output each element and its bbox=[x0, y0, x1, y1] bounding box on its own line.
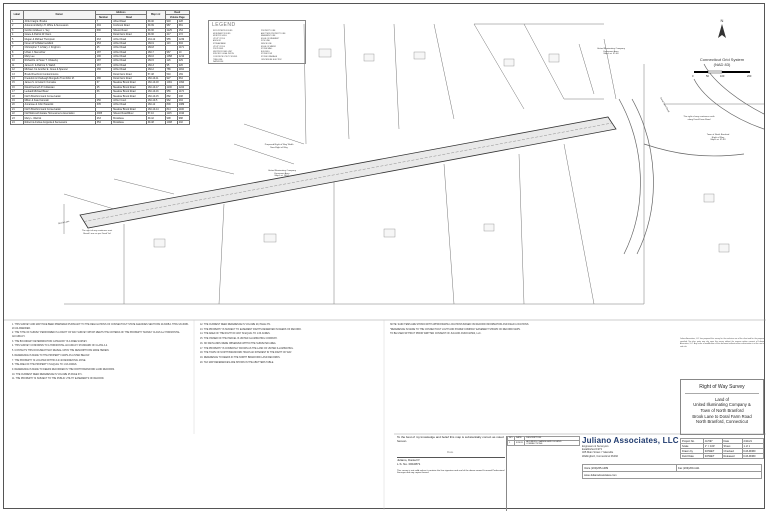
label-doral-farm-road: Doral Farm Road bbox=[659, 97, 670, 113]
table-cell: 1172 bbox=[177, 90, 189, 94]
table-cell: 604 bbox=[177, 41, 189, 45]
table-cell: 166 bbox=[95, 68, 111, 72]
table-cell: 15 bbox=[11, 81, 24, 85]
table-cell: 187 bbox=[95, 50, 111, 54]
drawn-label: Drawn by bbox=[681, 449, 704, 454]
table-cell: 263 bbox=[95, 116, 111, 120]
legend-item: MONUMENT FOUND bbox=[213, 32, 231, 35]
table-cell: 160-5 bbox=[146, 59, 165, 63]
field-label: Field Date bbox=[681, 454, 704, 459]
legend-item: ABUTTERS PROPERTY LINE bbox=[261, 32, 286, 35]
table-cell: Richard E. & Helen T. Chatecky bbox=[23, 59, 95, 63]
table-cell: 6 bbox=[11, 41, 24, 45]
company-line-4: Wallingford, Connecticut 06492 bbox=[582, 454, 618, 458]
rev-col-no: NO. bbox=[509, 437, 513, 440]
survey-note: 5. CONTACTS THIS DOCUMENT MAY REVEAL UPON THE DESCRIPTIONS MADE HEREIN. bbox=[12, 350, 110, 353]
table-cell: 228 bbox=[177, 19, 189, 23]
revisions-body bbox=[508, 440, 580, 445]
legend-item: TREE LINE bbox=[213, 58, 223, 61]
company-phone: Voice (203)265-1489 bbox=[583, 465, 677, 472]
table-cell: 160-3 bbox=[146, 63, 165, 67]
table-cell: Meadow Brook Road bbox=[112, 85, 147, 89]
label-united-illuminating-1: United Illuminating Company Easement Area Map-Lot: 57-48 bbox=[597, 48, 625, 56]
table-cell: Brook Riverfront Condominiums bbox=[23, 72, 95, 76]
legend-item: EASEMENT LINE bbox=[261, 35, 276, 38]
table-cell: Mary L. Warrick bbox=[23, 116, 95, 120]
table-cell: North Branford Land Conservation bbox=[23, 107, 95, 111]
table-cell: 39-40 bbox=[146, 19, 165, 23]
table-cell: 21 bbox=[11, 107, 24, 111]
table-cell: 160-12 bbox=[146, 103, 165, 107]
legend-item: IRON PIPE/PIN FOUND bbox=[213, 30, 233, 32]
table-cell: Megan & Michael Thompson bbox=[23, 37, 95, 41]
legend-item: WATERLINE bbox=[213, 61, 224, 64]
table-cell: 160-10-14 bbox=[146, 107, 165, 111]
legend-item: UTILITY POLE bbox=[213, 37, 225, 40]
company-web[interactable]: www.JulianoAssociates.com bbox=[583, 472, 762, 479]
legend-title: LEGEND bbox=[212, 22, 236, 28]
table-cell: 39-48 bbox=[146, 120, 165, 124]
title-line-5: North Branford, Connecticut bbox=[696, 419, 748, 425]
table-cell: 39-39 bbox=[146, 24, 165, 28]
table-cell: 167 bbox=[95, 63, 111, 67]
survey-note: 2. THE TYPE OF SURVEY PERFORMED IS A RIGHT OF WAY SURVEY WHICH MEETS THE CRITERIA OF THE PROPERTY SURVEY CLASS A-2 HORIZONTAL ACCURACY. bbox=[12, 332, 180, 338]
table-cell: Arthur Road bbox=[112, 37, 147, 41]
table-cell: Mary Lee bbox=[23, 54, 95, 58]
col-label: Label bbox=[11, 11, 24, 20]
table-cell: 1 bbox=[11, 19, 24, 23]
table-cell: Northfalmouth Estate Homeowners Association bbox=[23, 111, 95, 115]
table-cell: 263 bbox=[95, 37, 111, 41]
table-cell: 160-6 bbox=[146, 54, 165, 58]
table-cell: 10 bbox=[177, 50, 189, 54]
table-cell: Arthur Road bbox=[112, 59, 147, 63]
table-cell: 1010 bbox=[177, 111, 189, 115]
table-cell: Arthur Road bbox=[112, 41, 147, 45]
table-cell: 196 bbox=[95, 54, 111, 58]
table-cell: 1212 bbox=[177, 54, 189, 58]
right-of-way-corridor bbox=[80, 117, 616, 228]
table-cell: 160-9 bbox=[146, 41, 165, 45]
table-cell: Arthur Road bbox=[112, 68, 147, 72]
table-cell: 57-48 bbox=[146, 72, 165, 76]
company-name: Juliano Associates, LLC bbox=[582, 436, 679, 445]
title-line-4: Brook Lane to Doral Farm Road bbox=[692, 413, 752, 419]
table-cell: 67 bbox=[95, 81, 111, 85]
legend-item: STREAM BANK bbox=[213, 43, 226, 45]
release-label: Released bbox=[722, 454, 742, 459]
table-cell: 1125 bbox=[165, 28, 177, 32]
table-cell: Urban J. Menuchier bbox=[23, 50, 95, 54]
table-cell: 294 bbox=[177, 98, 189, 102]
signature-date-label: Date bbox=[447, 449, 454, 454]
survey-note: 6. REFERENCE IS MADE TO THE PROPERTY MAPS AS LISTED BELOW. bbox=[12, 354, 90, 357]
legend-item: FENCE LINE bbox=[261, 43, 272, 45]
table-cell: 927 bbox=[165, 76, 177, 80]
table-cell: 226 bbox=[177, 63, 189, 67]
table-cell: Arthur Road bbox=[112, 46, 147, 50]
table-cell: 169 bbox=[177, 72, 189, 76]
table-cell: Grace & Patrick W. Dann bbox=[23, 32, 95, 36]
company-contact bbox=[582, 464, 762, 478]
table-cell: 253 bbox=[95, 41, 111, 45]
col-volume-page: Volume Page bbox=[165, 15, 189, 19]
table-cell: 160-10-11 bbox=[146, 76, 165, 80]
table-cell: Frederick & Charleagh Mongiello Trust DAU M. bbox=[23, 76, 95, 80]
label-brook-lane: Brook Lane bbox=[58, 220, 70, 226]
table-cell: 187 bbox=[95, 59, 111, 63]
table-cell: 113 bbox=[165, 41, 177, 45]
survey-note: NOTE: SAID ITEMS ARE SHOWN WITH APPROXIMATE LOCATIONS BASED ON RECORD INFORMATION AND FIELD LOCATIONS. bbox=[390, 324, 530, 326]
survey-notes-middle bbox=[200, 324, 378, 367]
table-cell: 1008 bbox=[165, 120, 177, 124]
table-cell: 882 bbox=[165, 94, 177, 98]
table-cell: 5 bbox=[11, 37, 24, 41]
checked-label: Checked bbox=[722, 449, 742, 454]
table-cell: 1162 bbox=[177, 68, 189, 72]
table-cell: 814 bbox=[165, 107, 177, 111]
rev-col-date: DATE bbox=[514, 437, 524, 441]
legend-item: EDGE OF PAVEMENT bbox=[261, 37, 280, 40]
table-cell: Arthur Road bbox=[112, 63, 147, 67]
survey-note: 4. THIS SURVEY CONFORMS TO A HORIZONTAL ACCURACY STANDARD OF CLASS A-2. bbox=[12, 345, 108, 348]
survey-notes-left bbox=[12, 324, 190, 383]
revisions-block bbox=[506, 436, 580, 511]
company-line-2: Established 1973 bbox=[582, 448, 602, 452]
survey-note: 9. REFERENCE IS MADE TO DEEDS RECORDED IN THE NORTH BRANFORD LAND RECORDS. bbox=[12, 368, 115, 371]
col-owner: Owner bbox=[23, 11, 95, 20]
table-cell: 918 bbox=[165, 19, 177, 23]
title-heading: Right of Way Survey bbox=[685, 384, 759, 394]
table-cell: 160-10-15 bbox=[146, 94, 165, 98]
title-line-1: Land of bbox=[715, 396, 729, 402]
date-label: Date bbox=[722, 439, 742, 444]
table-cell: 160-2 bbox=[146, 68, 165, 72]
table-cell: Gordon & Eileen L. Sey bbox=[23, 28, 95, 32]
table-cell: 786 bbox=[165, 68, 177, 72]
table-cell: 987 bbox=[165, 24, 177, 28]
table-cell: 956 bbox=[165, 90, 177, 94]
checked-value: DJ/LM/RD bbox=[742, 449, 763, 454]
table-cell: 9 bbox=[11, 54, 24, 58]
table-cell: 417 bbox=[165, 32, 177, 36]
table-cell: 1115 bbox=[165, 111, 177, 115]
table-cell: Antonio & Marilyn H. White & Successors bbox=[23, 24, 95, 28]
table-cell: 540 bbox=[165, 72, 177, 76]
table-cell: 664 bbox=[177, 76, 189, 80]
table-cell: Foxbrook Road bbox=[112, 24, 147, 28]
table-cell: 160-10-18 bbox=[146, 81, 165, 85]
survey-note: 7. THE PROPERTY IS LOCATED WITHIN A R-40 RESIDENTIAL ZONE. bbox=[12, 359, 87, 362]
table-cell: 4905 bbox=[95, 111, 111, 115]
table-cell: 7 bbox=[95, 19, 111, 23]
table-cell: Christopher T. & Mary J. Kinghorn bbox=[23, 46, 95, 50]
legend bbox=[208, 20, 306, 64]
project-info bbox=[680, 438, 764, 459]
legend-item: BUILDING bbox=[261, 50, 270, 53]
drawn-value: RJ/WET bbox=[703, 449, 722, 454]
table-cell: 494 bbox=[95, 24, 111, 28]
table-cell: Doral Farm Road bbox=[112, 32, 147, 36]
company-fax: Fax (203)269-1111 bbox=[677, 465, 762, 472]
table-cell: 256 bbox=[95, 98, 111, 102]
legend-item: MONITOR HOLE bbox=[213, 35, 227, 38]
col-map-lot: Map-Lot bbox=[146, 11, 165, 20]
label-new-right-of-way: Proposed Right of Way Width New Right of Way bbox=[264, 144, 294, 149]
label-row-note-right: The right of way continues north along Doral Farm Road bbox=[683, 116, 715, 121]
signer-license: L.S. No. 0010871 bbox=[397, 461, 421, 466]
survey-note: TO BE USED WITHOUT PRIOR WRITTEN CONSENT OF JULIANO ASSOCIATES, LLC. bbox=[390, 333, 482, 336]
north-arrow-icon bbox=[718, 18, 726, 38]
legend-item: NDP/PROPOSED UNIT bbox=[213, 50, 233, 53]
table-cell: 1091 bbox=[165, 81, 177, 85]
table-cell: 305 bbox=[95, 103, 111, 107]
table-cell: Arthur Road bbox=[112, 54, 147, 58]
table-cell: Doral Farm Road bbox=[112, 76, 147, 80]
table-cell: Meadow Brook Road bbox=[112, 94, 147, 98]
table-cell: Arthur Court bbox=[112, 98, 147, 102]
table-cell: 18 bbox=[11, 94, 24, 98]
table-cell: 690 bbox=[95, 28, 111, 32]
table-cell: Michael J & Jennifer E. Jones & Spencer bbox=[23, 68, 95, 72]
grid-datum: (NAD 83) bbox=[713, 62, 731, 67]
table-cell: Arthur Road bbox=[112, 103, 147, 107]
survey-notes-right bbox=[390, 324, 560, 338]
table-cell: 681 bbox=[177, 24, 189, 28]
scale-value: 1" = 100' bbox=[703, 444, 722, 449]
title-line-2: United Illuminating Company & bbox=[693, 402, 751, 408]
revision-cell: 3/25/21 bbox=[515, 441, 524, 444]
table-cell: 39-30 bbox=[146, 28, 165, 32]
table-cell: 172 bbox=[177, 32, 189, 36]
table-cell: Milton & Kate Karnoski bbox=[23, 98, 95, 102]
table-cell: James S. & Celia D. Komatsu bbox=[23, 81, 95, 85]
table-cell: 95 bbox=[165, 63, 177, 67]
table-cell: Sibesic Road bbox=[112, 28, 147, 32]
table-cell: 1249 bbox=[177, 37, 189, 41]
col-address: Address bbox=[95, 11, 146, 15]
table-cell: Arthur Road bbox=[112, 50, 147, 54]
legend-item: STONE WALL bbox=[261, 48, 273, 51]
table-cell: Doral Farm Road bbox=[112, 72, 147, 76]
rev-col-description: DESCRIPTION bbox=[525, 437, 580, 441]
legend-item: CENTERLINE ELECTRIC bbox=[261, 58, 282, 61]
table-cell: 39-36 bbox=[146, 32, 165, 36]
grid-system-label bbox=[682, 57, 762, 67]
table-cell: 160-8 bbox=[146, 46, 165, 50]
table-cell: Leokadi Michael Bleaz bbox=[23, 90, 95, 94]
survey-note: 17. THE PROPERTY IS COMMONLY KNOWN AS THE LAND OF UNITED ILLUMINATING. bbox=[200, 347, 294, 350]
label-row-note-left: The right of way continues east Brook Lane as per Deed Vol bbox=[81, 230, 113, 235]
certification-footer: This survey is not valid unless it contains the live signature and seal of the above named Licensed Professional Surveyor and any copies thereof. bbox=[397, 469, 505, 475]
survey-note: 8. THE AREA OF THE PROPERTY IS EQUAL TO 1.63 ACRES. bbox=[12, 364, 78, 367]
survey-note: 10. THE CURRENT DEED REFERENCE IS VOLUME 25 PAGE 371. bbox=[12, 373, 83, 376]
table-cell: 1171 bbox=[177, 46, 189, 50]
table-cell: 998 bbox=[165, 116, 177, 120]
table-cell: 39-42 bbox=[146, 116, 165, 120]
survey-note: 16. NO WETLANDS WERE OBSERVED WITHIN THE SURVEYED AREA. bbox=[200, 342, 277, 345]
legend-item: ROW LINE bbox=[261, 40, 270, 43]
table-cell: 8 bbox=[11, 50, 24, 54]
table-cell: North Branford Land Conservation bbox=[23, 94, 95, 98]
table-row bbox=[11, 120, 190, 124]
table-cell: 160-10-17 bbox=[146, 85, 165, 89]
table-cell: 57-10 bbox=[146, 111, 165, 115]
table-cell: 126 bbox=[165, 59, 177, 63]
table-cell: 1058 bbox=[165, 54, 177, 58]
survey-note: 18. THE TOWN OF NORTH BRANFORD HOLDS AN INTEREST IN THE RIGHT OF WAY. bbox=[200, 352, 292, 355]
table-cell: Sibesic Road/River bbox=[112, 111, 147, 115]
certification-text: To the best of my knowledge and belief this map is substantially correct as noted hereon. bbox=[397, 435, 504, 443]
legend-item: ANCHOR bbox=[213, 40, 221, 43]
table-cell: Meadow Brook Road bbox=[112, 107, 147, 111]
grid-system-name: Connecticut Grid System bbox=[699, 57, 745, 62]
date-value: 2/11/21 bbox=[742, 439, 763, 444]
survey-note: 3. THE BOUNDARY DETERMINATION CATEGORY IS A FREE SURVEY. bbox=[12, 340, 88, 343]
legend-item: STONE ROW bbox=[261, 53, 273, 56]
table-cell: 20 bbox=[11, 103, 24, 107]
col-road: Road bbox=[112, 15, 147, 19]
table-cell: 1100 bbox=[165, 85, 177, 89]
survey-note: 15. THE OWNER OF THE PARCEL IS UNITED ILLUMINATING COMPANY. bbox=[200, 338, 278, 341]
table-cell: 486 bbox=[95, 76, 111, 80]
certification bbox=[397, 436, 505, 475]
table-cell: 208 bbox=[177, 94, 189, 98]
scale-tick: 50 bbox=[706, 75, 709, 78]
table-cell: 809 bbox=[165, 103, 177, 107]
legend-item: PROPOSED bbox=[213, 48, 224, 51]
scale-tick: 200 bbox=[747, 75, 752, 78]
title-block bbox=[680, 379, 764, 435]
survey-note: 12. THE CURRENT DEED REFERENCE IS VOLUME 29, PAGE 371. bbox=[200, 324, 271, 326]
table-cell: 1089 bbox=[177, 103, 189, 107]
table-cell: 25 bbox=[95, 46, 111, 50]
table-cell: 962 bbox=[165, 98, 177, 102]
table-cell: 160-10-16 bbox=[146, 90, 165, 94]
table-cell: Neven W & Ballerina Elliott bbox=[23, 41, 95, 45]
table-cell: Meadow Brook Road bbox=[112, 90, 147, 94]
table-cell: 22 bbox=[11, 111, 24, 115]
scale-tick: 0 bbox=[692, 75, 694, 78]
title-line-3: Town of North Branford bbox=[700, 408, 744, 414]
table-cell: 66 bbox=[95, 90, 111, 94]
company-line-1: Engineers & Surveyors bbox=[582, 445, 609, 448]
abutters-table bbox=[10, 10, 190, 125]
sheet-label: Sheet bbox=[722, 444, 742, 449]
table-cell: 19 bbox=[11, 98, 24, 102]
legend-item: CONCRETE UTILITY BOUND bbox=[213, 56, 238, 58]
survey-note: 1. THIS SURVEY AND MAP HAVE BEEN PREPARED PURSUANT TO THE REGULATIONS OF CONNECTICUT STATE AGENCIES SECTIONS 20-300B-1 THRU 20-300B-20 AS AMENDED. bbox=[12, 324, 189, 330]
table-cell: 25 bbox=[95, 85, 111, 89]
survey-note: 19. REFERENCE TO DEEDS IN THE NORTH BRANFORD LAND RECORDS. bbox=[200, 357, 281, 360]
table-cell: 988 bbox=[177, 116, 189, 120]
survey-note: 11. THE PROPERTY IS SUBJECT TO THE PUBLIC UTILITY EASEMENTS OF RECORD. bbox=[12, 378, 105, 381]
col-number: Number bbox=[95, 15, 111, 19]
table-cell: 1224 bbox=[177, 85, 189, 89]
project-no-label: Project No. bbox=[681, 439, 704, 444]
table-cell: 12 bbox=[11, 68, 24, 72]
revision-cell: 1 bbox=[508, 440, 515, 445]
survey-sheet bbox=[3, 3, 765, 509]
survey-note: *REFERENCE IS MADE TO THE CONNECTICUT LIGHT AND POWER COMPANY EASEMENT SHOWN ON RECORD MAPS. bbox=[390, 328, 521, 331]
label-united-illuminating-2: United Illuminating Company Easement Area Map-Lot: 160-1 bbox=[268, 170, 296, 178]
table-cell: 11 bbox=[11, 63, 24, 67]
doral-farm-road-lines bbox=[619, 64, 764, 254]
table-cell: 154 bbox=[177, 28, 189, 32]
table-cell: 955 bbox=[165, 37, 177, 41]
legend-item: SPECIFIC LEGAL WIDTH bbox=[213, 53, 234, 56]
table-cell: 134-12 bbox=[146, 37, 165, 41]
scale-tick-labels bbox=[684, 69, 760, 79]
table-cell: Alfred Road bbox=[112, 19, 147, 23]
sheet-value: 1 of 1 bbox=[742, 444, 763, 449]
project-no: JA 597 bbox=[703, 439, 722, 444]
table-cell: 2 bbox=[11, 24, 24, 28]
scale-tick: 100 bbox=[720, 75, 725, 78]
table-cell: 967 bbox=[165, 50, 177, 54]
table-cell: 1094 bbox=[177, 81, 189, 85]
table-cell: David Kenneth P. Collassian bbox=[23, 85, 95, 89]
table-cell: 24 bbox=[11, 120, 24, 124]
label-town-north-branford: Town of North Branford Right of Way Map-Lot: 57-49 bbox=[706, 134, 730, 142]
table-cell: 354 bbox=[95, 120, 111, 124]
table-cell: 4 bbox=[11, 32, 24, 36]
release-value: DJ/LM/RD bbox=[742, 454, 763, 459]
table-cell: 13 bbox=[11, 72, 24, 76]
legend-item: UTILITY POLE bbox=[213, 45, 225, 48]
signature-line bbox=[397, 449, 505, 458]
table-cell: 160-10-5 bbox=[146, 98, 165, 102]
table-cell: 3 bbox=[11, 28, 24, 32]
field-value: RJ/WET bbox=[703, 454, 722, 459]
table-cell: Brooklane bbox=[112, 120, 147, 124]
table-cell: 202 bbox=[177, 120, 189, 124]
table-cell: Robert & Andrea Coppola & Successors bbox=[23, 120, 95, 124]
survey-note: 14. THE AREA OF THE RIGHT OF WAY IS EQUAL TO 1.63 ACRES. bbox=[200, 333, 271, 336]
table-cell: 14 bbox=[11, 76, 24, 80]
table-cell: Brooklane bbox=[112, 116, 147, 120]
legend-item: EDGE OF WATER bbox=[261, 45, 276, 48]
revision-cell: ADDRESS CHANGE AND LEGEND CORRECTIONS bbox=[525, 440, 580, 445]
abutters-table-body bbox=[11, 19, 190, 124]
col-deed: Deed bbox=[165, 11, 189, 15]
company-line-3: 405 Main Street / Yalesville bbox=[582, 451, 614, 455]
table-cell: 1100 bbox=[177, 107, 189, 111]
table-cell: Meadow Brook Road bbox=[112, 81, 147, 85]
svg-text:N: N bbox=[720, 18, 724, 23]
survey-note: 13. THE PROPERTY IS SUBJECT TO EASEMENT RIGHTS RESERVED IN DEEDS OF RECORD. bbox=[200, 328, 302, 331]
table-cell: 10 bbox=[11, 59, 24, 63]
signer-name: Juliano, Daniel P. bbox=[397, 457, 420, 462]
table-cell: Jill & Craig E. Brooks bbox=[23, 19, 95, 23]
scale-label: Scale bbox=[681, 444, 704, 449]
table-cell: James F. & Patricia S. Walsh bbox=[23, 63, 95, 67]
table-cell: 160-7 bbox=[146, 50, 165, 54]
legend-item: STONE DRAINAGE bbox=[261, 56, 278, 58]
disclaimer: Juliano Associates, LLC has prepared this survey for the exclusive use of the client and for the purpose specified. No other party may rely upon this survey without the express written consent of Juliano Associates, LLC. Any reuse or modification of this document without written authorization is at the user's sole risk. bbox=[680, 338, 764, 348]
table-cell: 229 bbox=[177, 59, 189, 63]
table-cell: Annamae & John Pastelnik bbox=[23, 103, 95, 107]
table-cell: 17 bbox=[11, 90, 24, 94]
table-cell: 16 bbox=[11, 85, 24, 89]
revision-row bbox=[508, 440, 580, 445]
table-cell: 7 bbox=[11, 46, 24, 50]
table-cell: 23 bbox=[11, 116, 24, 120]
legend-item: PROPERTY LINE bbox=[261, 30, 276, 32]
survey-note: 20. TAX MAP REFERENCES ARE SHOWN IN THE ABUTTERS TABLE. bbox=[200, 361, 274, 364]
